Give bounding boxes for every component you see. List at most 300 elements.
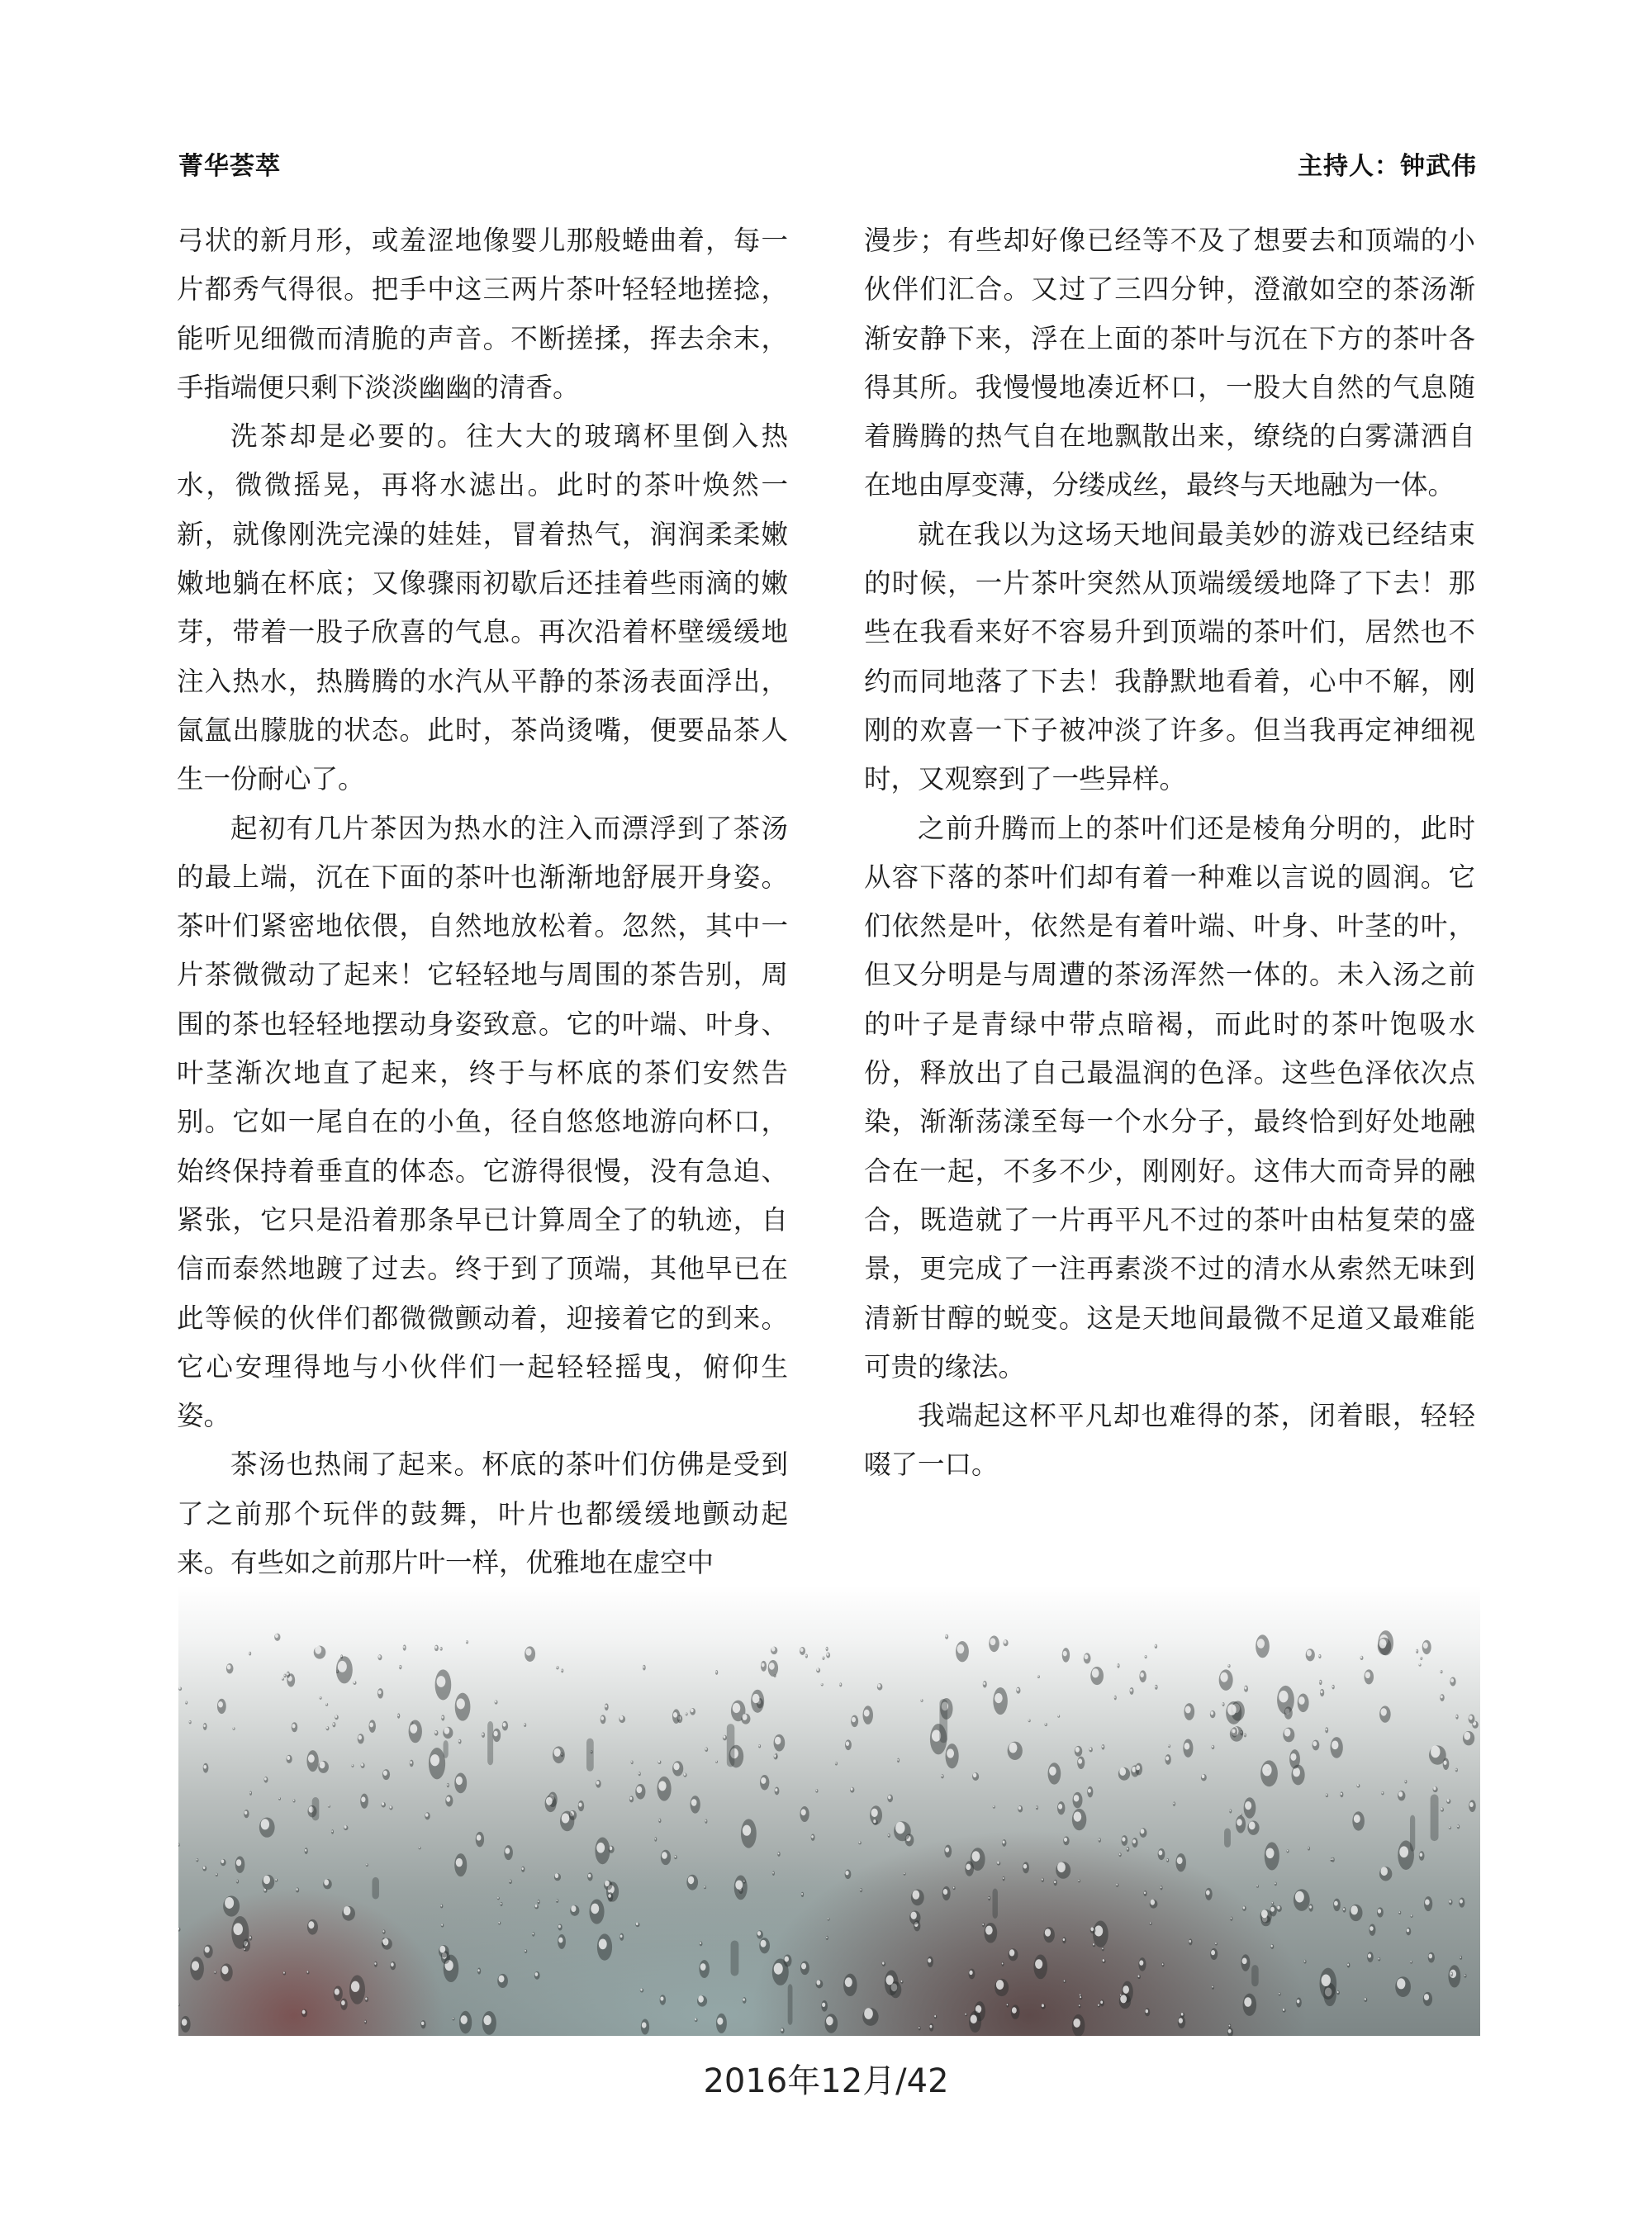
raindrop	[1410, 1914, 1412, 1918]
raindrop	[382, 1802, 386, 1808]
raindrop	[434, 1730, 439, 1736]
raindrop	[293, 1799, 296, 1802]
raindrop	[445, 1795, 453, 1806]
raindrop	[894, 1821, 911, 1841]
raindrop	[1018, 1805, 1023, 1812]
raindrop	[845, 1869, 852, 1879]
raindrop	[631, 1761, 634, 1764]
raindrop	[292, 1722, 297, 1732]
raindrop	[331, 1829, 334, 1834]
raindrop	[466, 1640, 468, 1644]
raindrop	[301, 2009, 307, 2018]
raindrop	[1330, 1858, 1332, 1862]
raindrop	[249, 1791, 252, 1795]
raindrop	[1289, 1749, 1300, 1769]
raindrop	[1227, 2028, 1233, 2036]
raindrop	[771, 1647, 777, 1655]
raindrop	[275, 1879, 278, 1882]
raindrop	[328, 1805, 330, 1807]
raindrop	[587, 1872, 592, 1881]
raindrop	[1265, 1842, 1279, 1870]
raindrops-layer	[178, 1586, 1480, 2036]
raindrop	[378, 1654, 382, 1660]
raindrop	[811, 1834, 815, 1841]
raindrop	[1404, 1780, 1407, 1783]
raindrop	[231, 1916, 249, 1949]
raindrop	[476, 1832, 484, 1848]
raindrop	[860, 1888, 862, 1892]
raindrop	[1210, 1948, 1218, 1960]
raindrop	[1160, 1886, 1162, 1890]
raindrop	[1260, 1760, 1278, 1786]
raindrop	[953, 1886, 956, 1890]
raindrop	[296, 1887, 299, 1892]
raindrop	[525, 1949, 527, 1953]
raindrop	[504, 1845, 513, 1860]
raindrop	[608, 1892, 614, 1902]
raindrop	[927, 1957, 933, 1967]
raindrop	[1464, 1974, 1466, 1978]
raindrop	[643, 1665, 646, 1671]
raindrop	[1078, 1879, 1080, 1882]
raindrop	[972, 1772, 979, 1781]
rain-streak	[939, 1699, 947, 1743]
raindrop	[1455, 1715, 1458, 1720]
raindrop	[1455, 1768, 1458, 1772]
raindrop	[1033, 1954, 1047, 1979]
raindrop	[409, 1720, 422, 1743]
raindrop	[1173, 1801, 1175, 1806]
raindrop	[1184, 1703, 1194, 1720]
rain-streak	[1224, 1828, 1231, 1847]
section-title: 菁华荟萃	[178, 152, 281, 181]
raindrop	[1102, 1947, 1104, 1951]
raindrop	[850, 1787, 854, 1793]
raindrop	[1001, 1962, 1004, 1966]
raindrop	[1004, 1639, 1009, 1646]
raindrop	[604, 1881, 612, 1891]
raindrop	[1102, 1959, 1105, 1963]
raindrop	[1270, 1944, 1274, 1949]
raindrop	[743, 1997, 747, 2004]
raindrop	[342, 1906, 355, 1921]
raindrop	[498, 1922, 501, 1925]
raindrop	[911, 1889, 924, 1905]
raindrop	[1294, 1889, 1310, 1911]
raindrop	[1093, 1943, 1095, 1947]
raindrop	[1003, 1876, 1005, 1881]
raindrop	[558, 1934, 566, 1949]
raindrop	[532, 1932, 534, 1937]
raindrop	[181, 2016, 191, 2033]
raindrop	[758, 1744, 761, 1748]
raindrop	[221, 1859, 226, 1866]
raindrop	[1378, 1638, 1392, 1655]
raindrop	[941, 1774, 944, 1778]
raindrop	[1116, 1883, 1118, 1886]
raindrop	[654, 1837, 657, 1841]
raindrop	[561, 1668, 563, 1672]
raindrop	[1313, 1740, 1320, 1751]
raindrop	[1283, 1728, 1294, 1743]
raindrop	[1378, 1957, 1380, 1962]
raindrop	[440, 1905, 443, 1909]
raindrop	[851, 1715, 858, 1728]
raindrop	[956, 1641, 969, 1662]
raindrop	[969, 2011, 981, 2033]
raindrop	[349, 1975, 365, 2004]
raindrop	[1306, 1649, 1315, 1661]
raindrop	[482, 1732, 485, 1738]
raindrop	[683, 1773, 686, 1777]
raindrop	[1073, 1792, 1083, 1808]
paragraph: 茶汤也热闹了起来。杯底的茶叶们仿佛是受到了之前那个玩伴的鼓舞，叶片也都缓缓地颤动起来。有些如之前那片叶一样，优雅地在虚空中	[177, 1449, 788, 1579]
raindrop	[816, 1980, 824, 1988]
raindrop	[1441, 1670, 1443, 1673]
raindrop	[1332, 1685, 1335, 1690]
raindrop	[1077, 1757, 1085, 1769]
raindrop	[202, 1866, 206, 1871]
raindrop	[942, 1886, 951, 1900]
raindrop	[1232, 1727, 1237, 1738]
raindrop	[368, 1720, 375, 1733]
raindrop	[1175, 1853, 1185, 1872]
raindrop	[235, 1856, 245, 1873]
raindrop	[1308, 1847, 1310, 1851]
raindrop	[178, 1843, 180, 1846]
raindrop	[619, 1715, 625, 1723]
raindrop	[264, 1777, 268, 1782]
raindrop	[1287, 1849, 1289, 1853]
raindrop	[965, 2013, 967, 2016]
raindrop	[777, 1852, 780, 1857]
raindrop	[1023, 1862, 1029, 1873]
raindrop	[178, 1687, 182, 1691]
raindrop	[1080, 1995, 1083, 2000]
raindrop	[1093, 1921, 1108, 1947]
raindrop	[325, 1703, 328, 1706]
raindrop	[287, 1755, 292, 1763]
raindrop	[862, 2008, 878, 2026]
raindrops-on-glass-photo	[178, 1586, 1480, 2036]
raindrop	[1119, 1994, 1131, 2009]
raindrop	[1282, 2009, 1285, 2013]
raindrop	[686, 1875, 698, 1891]
raindrop	[775, 1786, 780, 1795]
raindrop	[399, 1665, 401, 1669]
raindrop	[700, 1941, 703, 1946]
raindrop	[1006, 2003, 1009, 2007]
raindrop	[226, 1663, 234, 1673]
raindrop	[635, 1923, 639, 1928]
raindrop	[1041, 2004, 1045, 2009]
raindrop	[1145, 2008, 1150, 2016]
raindrop	[425, 1812, 430, 1819]
raindrop	[307, 1919, 318, 1935]
raindrop	[1090, 1667, 1104, 1685]
raindrop	[1037, 1675, 1040, 1678]
raindrop	[1183, 1739, 1193, 1757]
raindrop	[909, 1910, 920, 1924]
raindrop	[705, 1819, 707, 1823]
raindrop	[1296, 1997, 1302, 2007]
raindrop	[589, 1899, 604, 1924]
raindrop	[244, 1948, 246, 1952]
raindrop	[858, 1841, 861, 1844]
raindrop	[1410, 1961, 1412, 1964]
rain-streak	[586, 1739, 594, 1772]
raindrop	[715, 1760, 718, 1762]
raindrop	[284, 1674, 287, 1678]
raindrop	[885, 1970, 899, 1995]
raindrop	[358, 1734, 364, 1743]
raindrop	[534, 1971, 540, 1980]
raindrop	[497, 1974, 508, 1988]
raindrop	[178, 2003, 180, 2006]
raindrop	[934, 2015, 938, 2019]
raindrop	[374, 1962, 377, 1967]
raindrop	[1303, 1960, 1306, 1964]
raindrop	[1045, 1723, 1047, 1726]
raindrop	[1352, 1811, 1365, 1830]
raindrop	[1228, 2023, 1231, 2028]
rain-streak	[992, 1889, 997, 1919]
raindrop	[995, 1979, 1009, 1996]
raindrop	[1441, 1808, 1444, 1812]
raindrop	[661, 1850, 671, 1865]
raindrop	[1443, 1758, 1450, 1769]
raindrop	[1063, 1836, 1069, 1845]
raindrop	[447, 1783, 449, 1787]
raindrop	[278, 1797, 281, 1800]
raindrop	[1226, 1701, 1241, 1724]
raindrop	[221, 1963, 233, 1981]
paragraph: 就在我以为这场天地间最美妙的游戏已经结束的时候，一片茶叶突然从顶端缓缓地降了下去！那些在我看来好不容易升到顶端的茶叶们，居然也不约而同地落了下去！我静默地看着，心中不解，刚刚的欢喜一下子被冲淡了许多。但当我再定神细视时，又观察到了一些异样。	[864, 518, 1475, 795]
raindrop	[223, 1895, 240, 1916]
raindrop	[772, 1959, 789, 1985]
raindrop	[774, 1754, 778, 1760]
raindrop	[458, 1739, 462, 1744]
raindrop	[538, 1900, 540, 1905]
raindrop	[274, 1634, 280, 1641]
raindrop	[1166, 1858, 1169, 1862]
raindrop	[716, 2014, 727, 2033]
raindrop	[203, 1723, 207, 1730]
raindrop	[1135, 1763, 1142, 1776]
raindrop	[768, 1660, 778, 1677]
raindrop	[1168, 1744, 1170, 1748]
raindrop	[1137, 1975, 1141, 1979]
raindrop	[1117, 1663, 1119, 1668]
raindrop	[1212, 1745, 1215, 1749]
raindrop	[1062, 1937, 1066, 1943]
raindrop	[1075, 1746, 1082, 1757]
raindrop	[521, 1867, 525, 1872]
raindrop	[1002, 1839, 1006, 1847]
raindrop	[715, 1670, 718, 1675]
raindrop	[1244, 1734, 1246, 1738]
raindrop	[259, 1817, 275, 1837]
raindrop	[781, 2028, 785, 2033]
raindrop	[835, 1762, 838, 1765]
raindrop	[1423, 1992, 1432, 2006]
raindrop	[620, 1933, 624, 1941]
raindrop	[365, 1997, 368, 2003]
raindrop	[382, 1938, 392, 1950]
raindrop	[826, 1653, 830, 1658]
raindrop	[757, 1930, 763, 1938]
raindrop	[1139, 1670, 1146, 1682]
raindrop	[741, 1714, 750, 1724]
raindrop	[1440, 1694, 1444, 1701]
raindrop	[635, 1784, 645, 1800]
raindrop	[1041, 1878, 1044, 1882]
raindrop	[1369, 1924, 1375, 1936]
raindrop	[382, 1929, 386, 1933]
paragraph: 起初有几片茶因为热水的注入而漂浮到了茶汤的最上端，沉在下面的茶叶也渐渐地舒展开身姿。茶叶们紧密地依偎，自然地放松着。忽然，其中一片茶微微动了起来！它轻轻地与周围的茶告别，周围的茶也轻轻地摆动身姿致意。它的叶端、叶身、叶茎渐次地直了起来，终于与杯底的茶们安然告别。它如一尾自在的小鱼，径自悠悠地游向杯口，始终保持着垂直的体态。它游得很慢，没有急迫、紧张，它只是沿着那条早已计算周全了的轨迹，自信而泰然地踱了过去。终于到了顶端，其他早已在此等候的伙伴们都微微颤动着，迎接着它的到来。它心安理得地与小伙伴们一起轻轻摇曳，俯仰生姿。	[177, 812, 788, 1432]
raindrop	[1419, 1851, 1425, 1860]
raindrop	[441, 1715, 444, 1720]
raindrop	[189, 1720, 192, 1724]
raindrop	[1114, 1696, 1117, 1701]
raindrop	[203, 1945, 212, 1958]
raindrop	[993, 1687, 1007, 1715]
raindrop	[824, 2014, 838, 2033]
raindrop	[690, 1708, 695, 1715]
raindrop	[887, 1795, 893, 1803]
raindrop	[743, 1880, 746, 1884]
raindrop	[389, 1805, 392, 1810]
raindrop	[1448, 1965, 1460, 1987]
rain-streak	[444, 1740, 449, 1758]
raindrop	[1016, 1687, 1020, 1694]
raindrop	[360, 1794, 368, 1809]
raindrop	[534, 1905, 539, 1909]
raindrop	[1331, 1737, 1343, 1758]
raindrop	[800, 1806, 809, 1822]
raindrop	[545, 1795, 557, 1812]
raindrop	[443, 1727, 453, 1739]
raindrop	[217, 1699, 226, 1714]
raindrop	[695, 2018, 698, 2022]
paragraph: 漫步；有些却好像已经等不及了想要去和顶端的小伙伴们汇合。又过了三四分钟，澄澈如空的茶汤渐渐安静下来，浮在上面的茶叶与沉在下方的茶叶各得其所。我慢慢地凑近杯口，一股大自然的气息随着腾腾的热气自在地飘散出来，缭绕的白雾潇洒自在地由厚变薄，分缕成丝，最终与天地融为一体。	[864, 225, 1475, 501]
raindrop	[1256, 1885, 1259, 1888]
raindrop	[734, 1875, 748, 1900]
raindrop	[1457, 1824, 1460, 1829]
raindrop	[477, 1968, 481, 1975]
raindrop	[1219, 1669, 1233, 1690]
raindrop	[760, 1775, 769, 1790]
raindrop	[1090, 1927, 1096, 1933]
raindrop	[1118, 1853, 1121, 1857]
raindrop	[761, 1661, 767, 1672]
raindrop	[482, 2011, 496, 2035]
raindrop	[1062, 1648, 1070, 1663]
raindrop	[800, 1647, 805, 1655]
raindrop	[283, 1971, 286, 1976]
raindrop	[495, 1700, 498, 1704]
raindrop	[397, 1713, 400, 1718]
raindrop	[1347, 1962, 1351, 1967]
raindrop	[578, 1800, 585, 1811]
raindrop	[452, 2018, 454, 2021]
raindrop	[997, 1862, 1001, 1866]
raindrop	[1247, 1820, 1259, 1834]
raindrop	[377, 1688, 383, 1698]
raindrop	[440, 1647, 443, 1651]
raindrop	[1118, 1767, 1130, 1781]
rain-streak	[312, 1797, 320, 1820]
raindrop	[826, 1647, 828, 1652]
raindrop	[1054, 1880, 1057, 1886]
raindrop	[772, 1871, 775, 1876]
raindrop	[556, 1899, 558, 1903]
raindrop	[1236, 1815, 1246, 1833]
raindrop	[946, 1743, 959, 1768]
raindrop	[1450, 1677, 1455, 1686]
raindrop	[1381, 1791, 1384, 1795]
raindrop	[984, 1923, 997, 1943]
raindrop	[1063, 1980, 1066, 1983]
raindrop	[178, 1927, 181, 1931]
raindrop	[323, 1879, 332, 1889]
raindrop	[1424, 1896, 1432, 1911]
raindrop	[1099, 1838, 1101, 1843]
raindrop	[1072, 1809, 1086, 1830]
raindrop	[525, 1646, 535, 1662]
raindrop	[1279, 1992, 1281, 1995]
raindrop	[1256, 1634, 1270, 1658]
raindrop	[672, 1761, 683, 1776]
raindrop	[493, 1729, 501, 1742]
raindrop	[1446, 1799, 1450, 1804]
raindrop	[497, 1897, 500, 1900]
raindrop	[697, 1995, 707, 2006]
raindrop	[1036, 1805, 1038, 1810]
raindrop	[1084, 1653, 1091, 1663]
raindrop	[815, 1789, 818, 1793]
raindrop	[459, 2011, 472, 2034]
raindrop	[1319, 1680, 1322, 1685]
raindrop	[1189, 1938, 1193, 1945]
raindrop	[441, 1924, 444, 1927]
raindrop	[1143, 1891, 1146, 1896]
raindrop	[1079, 2004, 1081, 2008]
raindrop	[1379, 1867, 1392, 1881]
raindrop	[1422, 1640, 1431, 1654]
raindrop	[214, 1971, 216, 1974]
raindrop	[595, 1837, 610, 1864]
raindrop	[1132, 1838, 1137, 1848]
raindrop	[1048, 1762, 1061, 1784]
raindrop	[364, 2020, 367, 2024]
raindrop	[741, 1819, 757, 1848]
raindrop	[249, 1652, 251, 1656]
raindrop	[658, 1819, 661, 1824]
raindrop	[1028, 1720, 1031, 1723]
paragraph: 我端起这杯平凡却也难得的茶，闭着眼，轻轻啜了一口。	[864, 1400, 1475, 1481]
raindrop	[1165, 1754, 1170, 1765]
raindrop	[1365, 1669, 1374, 1684]
raindrop	[1087, 1786, 1093, 1797]
raindrop	[821, 2000, 828, 2012]
raindrop	[306, 1750, 318, 1772]
raindrop	[929, 2023, 933, 2032]
raindrop	[1326, 1794, 1328, 1798]
raindrop	[454, 1773, 467, 1794]
raindrop	[1215, 1943, 1218, 1946]
raindrop	[805, 1653, 808, 1658]
